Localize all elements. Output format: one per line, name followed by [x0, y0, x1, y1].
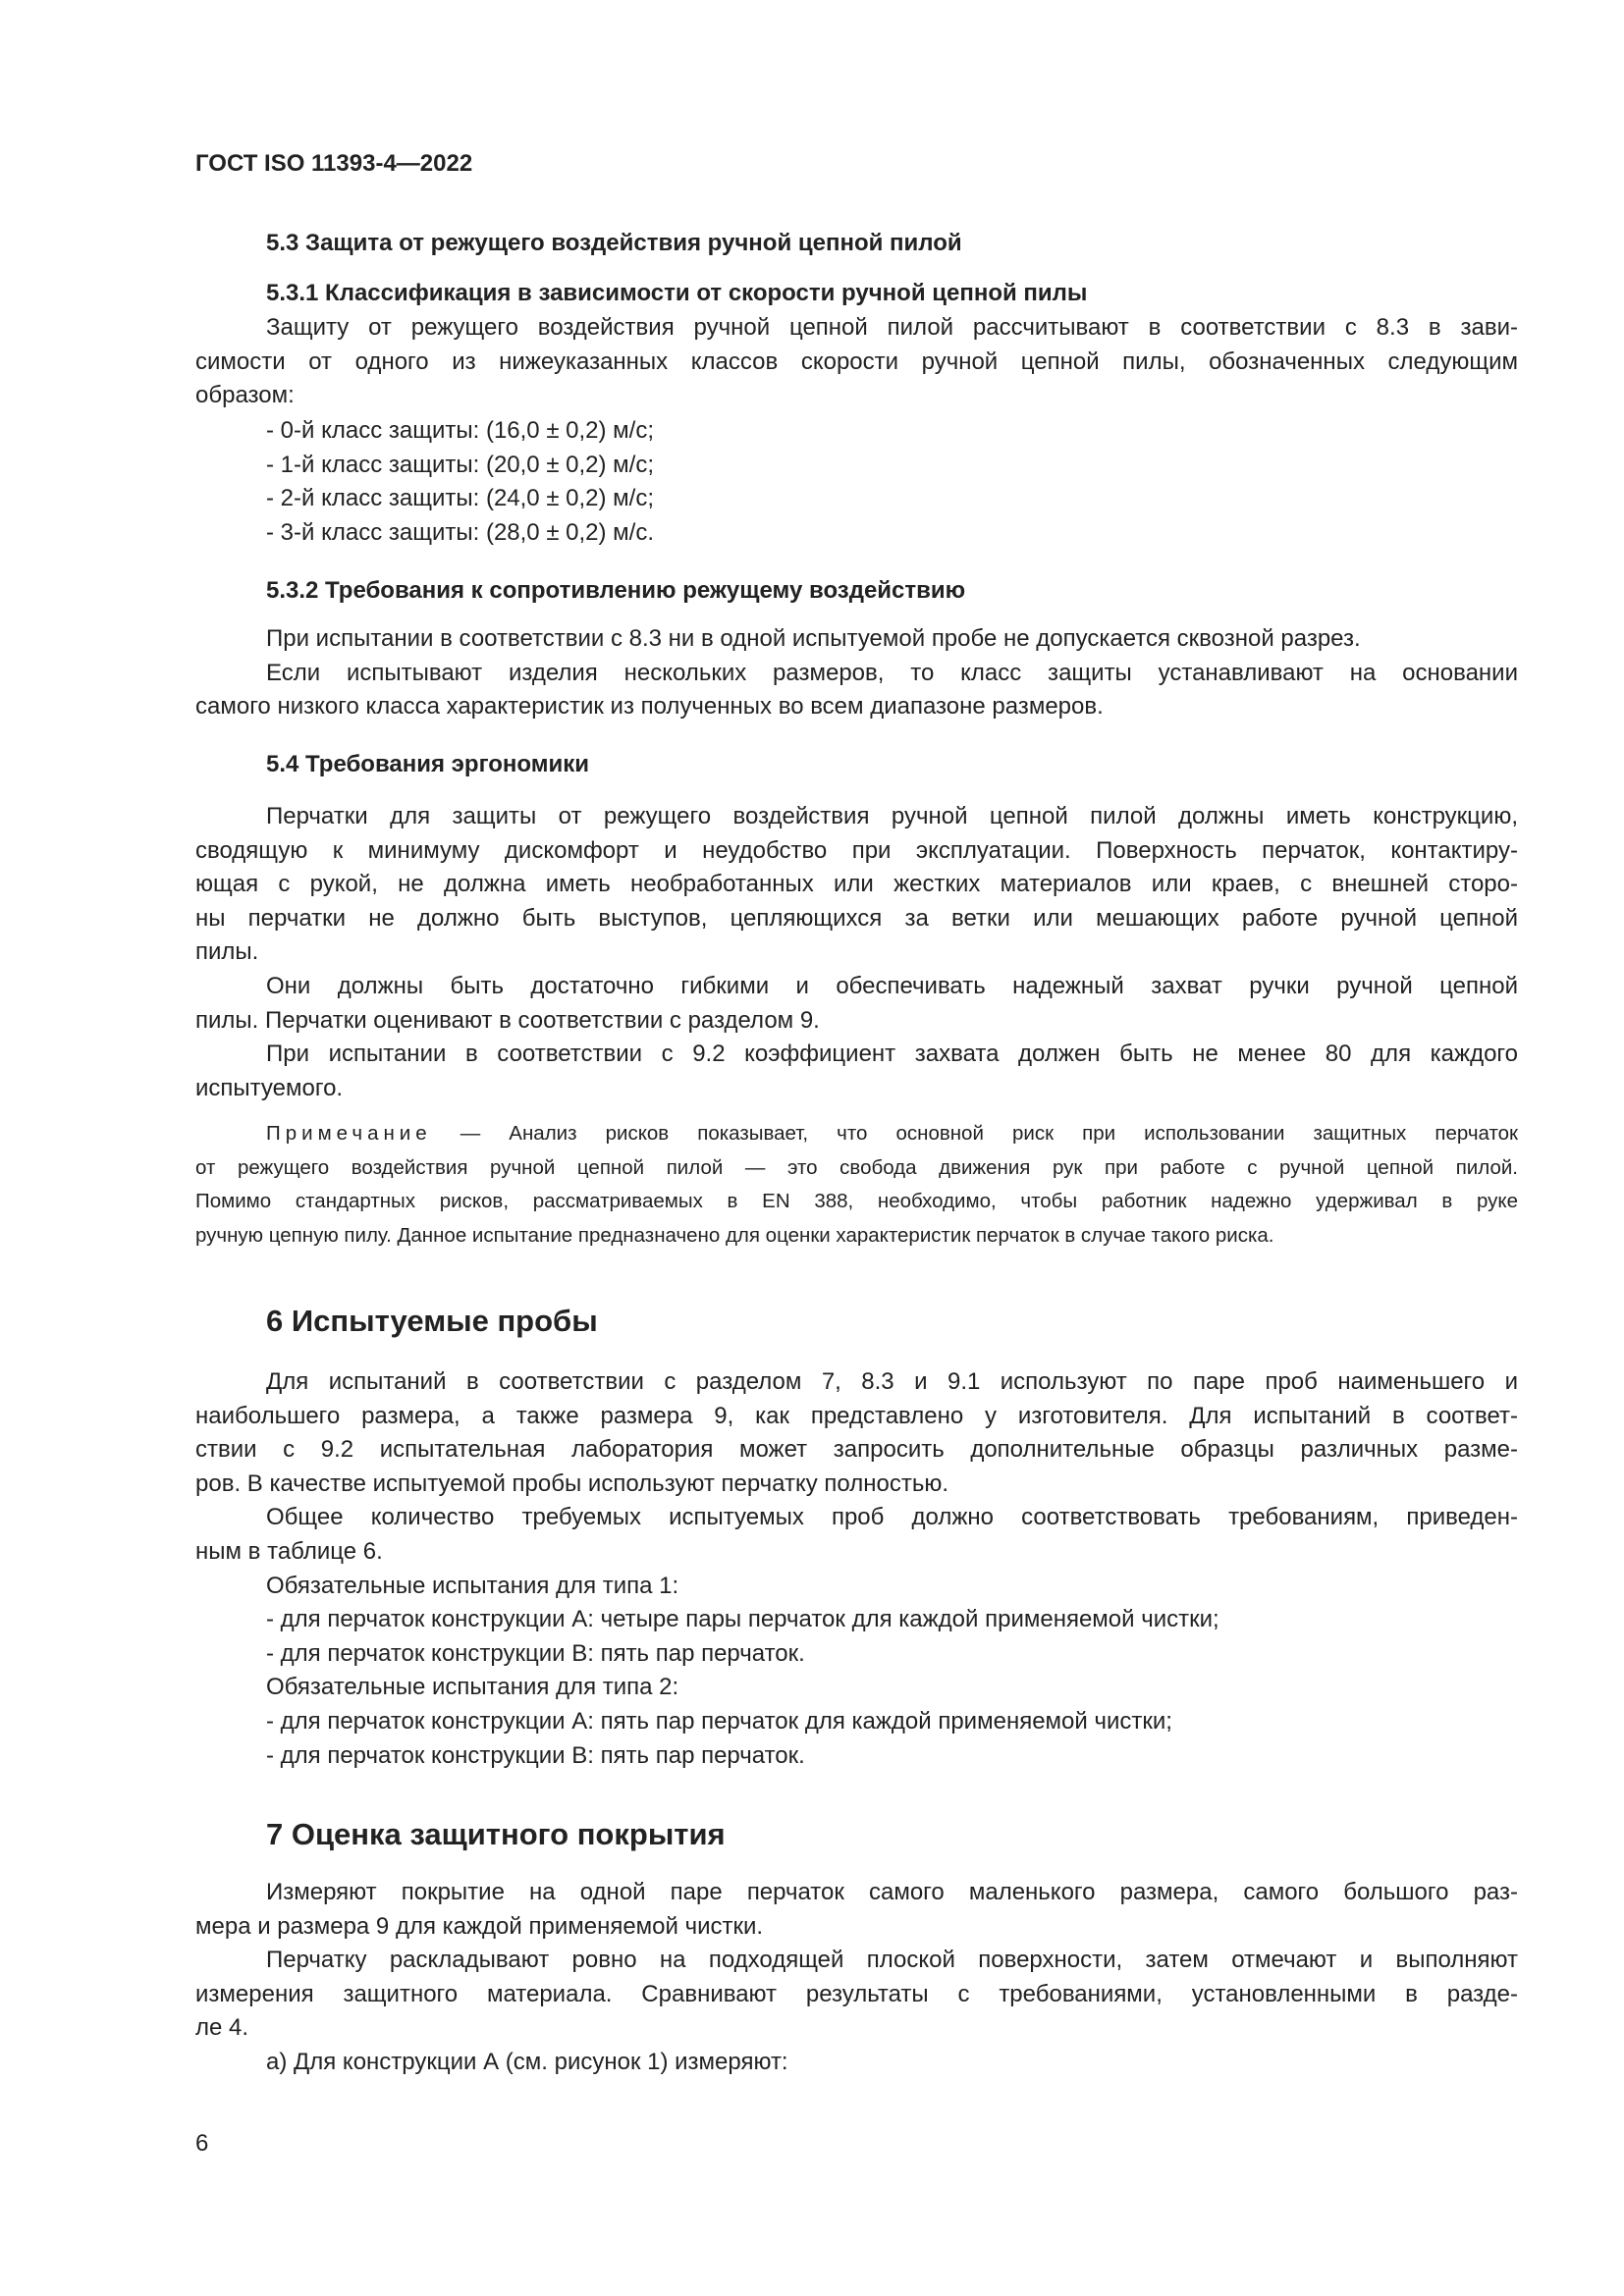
text-block [195, 311, 1518, 413]
text-line: Перчатки для защиты от режущего воздействия ручной цепной пилой должны иметь конструкцию, [266, 803, 1518, 829]
text-line: испытуемого. [195, 1074, 344, 1101]
text-line: Обязательные испытания для типа 2: [266, 1674, 679, 1701]
section-heading [195, 277, 1518, 311]
page-number: 6 [195, 2130, 209, 2157]
text-line: а) Для конструкции А (см. рисунок 1) измеряют: [266, 2048, 788, 2075]
list-item: - 3-й класс защиты: (28,0 ± 0,2) м/с. [266, 518, 655, 546]
text-line: 5.3.1 Классификация в зависимости от скорости ручной цепной пилы [266, 280, 1088, 306]
text-line: Защиту от режущего воздействия ручной цепной пилой рассчитывают в соответствии с 8.3 в зави- [266, 314, 1518, 341]
note-text: — Анализ рисков показывает, что основной риск при использовании защитных перчаток [460, 1122, 1518, 1145]
list-item: - 2-й класс защиты: (24,0 ± 0,2) м/с; [266, 485, 655, 512]
text-line [195, 1117, 1518, 1151]
text-line: ным в таблице 6. [195, 1537, 383, 1565]
text-line: 6 Испытуемые пробы [266, 1304, 598, 1338]
text-block [195, 1876, 1518, 2080]
list-item: - 0-й класс защиты: (16,0 ± 0,2) м/с; [266, 417, 655, 444]
text-line: Для испытаний в соответствии с разделом 7, 8.3 и 9.1 используют по паре проб наименьшего и [266, 1368, 1518, 1395]
text-line: симости от одного из нижеуказанных классов скорости ручной цепной пилы, обозначенных следующим [195, 347, 1518, 375]
text-line: ющая с рукой, не должна иметь необработанных или жестких материалов или краев, с внешней сторо- [195, 871, 1518, 898]
text-line: ны перчатки не должно быть выступов, цепляющихся за ветки или мешающих работе ручной цепной [195, 904, 1518, 932]
text-line: ле 4. [195, 2014, 249, 2042]
text-line: При испытании в соответствии с 8.3 ни в одной испытуемой пробе не допускается сквозной разрез. [266, 625, 1361, 652]
text-line: образом: [195, 382, 295, 409]
document-header: ГОСТ ISO 11393-4—2022 [195, 150, 473, 177]
text-line: сводящую к минимуму дискомфорт и неудобство при эксплуатации. Поверхность перчаток, контактиру- [195, 836, 1518, 864]
text-line: измерения защитного материала. Сравнивают результаты с требованиями, установленными в разде- [195, 1980, 1518, 2007]
section-heading [195, 748, 1518, 782]
text-block [195, 800, 1518, 1105]
text-line: - для перчаток конструкции А: четыре пары перчаток для каждой применяемой чистки; [266, 1606, 1219, 1633]
text-line: ров. В качестве испытуемой пробы используют перчатку полностью. [195, 1469, 949, 1497]
section-heading [195, 227, 1518, 261]
text-line: - для перчаток конструкции В: пять пар перчаток. [266, 1639, 805, 1667]
text-line: Общее количество требуемых испытуемых проб должно соответствовать требованиям, приведен- [266, 1504, 1518, 1531]
text-line: ствии с 9.2 испытательная лаборатория может запросить дополнительные образцы различных разме- [195, 1436, 1518, 1464]
text-line: Они должны быть достаточно гибкими и обеспечивать надежный захват ручки ручной цепной [266, 972, 1518, 999]
section-heading [195, 574, 1518, 609]
text-line: - для перчаток конструкции А: пять пар перчаток для каждой применяемой чистки; [266, 1707, 1172, 1735]
text-line: 5.4 Требования эргономики [266, 751, 590, 777]
text-line: ручную цепную пилу. Данное испытание предназначено для оценки характеристик перчаток в случае такого риска. [195, 1223, 1274, 1247]
text-line: мера и размера 9 для каждой применяемой чистки. [195, 1912, 764, 1940]
text-line: Если испытывают изделия нескольких размеров, то класс защиты устанавливают на основании [266, 659, 1518, 686]
section-heading [195, 1815, 1518, 1854]
note [195, 1117, 1518, 1253]
list-item: - 1-й класс защиты: (20,0 ± 0,2) м/с; [266, 451, 655, 478]
text-block [195, 622, 1518, 724]
list [195, 414, 1518, 550]
text-line: 5.3 Защита от режущего воздействия ручной цепной пилой [266, 230, 962, 256]
text-line: наибольшего размера, а также размера 9, как представлено у изготовителя. Для испытаний в соответ- [195, 1402, 1518, 1429]
text-line: При испытании в соответствии с 9.2 коэффициент захвата должен быть не менее 80 для каждого [266, 1041, 1518, 1068]
text-line: пилы. [195, 938, 259, 966]
text-line: Помимо стандартных рисков, рассматриваемых в EN 388, необходимо, чтобы работник надежно удерживал в руке [195, 1190, 1518, 1213]
text-line: от режущего воздействия ручной цепной пилой — это свобода движения рук при работе с ручной цепной пилой. [195, 1155, 1518, 1179]
text-line: Измеряют покрытие на одной паре перчаток самого маленького размера, самого большого раз- [266, 1879, 1518, 1905]
section-heading [195, 1302, 1518, 1341]
text-line: 5.3.2 Требования к сопротивлению режущему воздействию [266, 577, 966, 604]
text-line: 7 Оценка защитного покрытия [266, 1817, 726, 1851]
text-block [195, 1365, 1518, 1773]
note-label: Примечание [266, 1122, 432, 1145]
text-line: Обязательные испытания для типа 1: [266, 1572, 679, 1599]
text-line: Перчатку раскладывают ровно на подходящей плоской поверхности, затем отмечают и выполняют [266, 1947, 1518, 1974]
text-line: самого низкого класса характеристик из полученных во всем диапазоне размеров. [195, 693, 1104, 721]
text-line: пилы. Перчатки оценивают в соответствии с разделом 9. [195, 1006, 820, 1034]
text-line: - для перчаток конструкции В: пять пар перчаток. [266, 1741, 805, 1769]
